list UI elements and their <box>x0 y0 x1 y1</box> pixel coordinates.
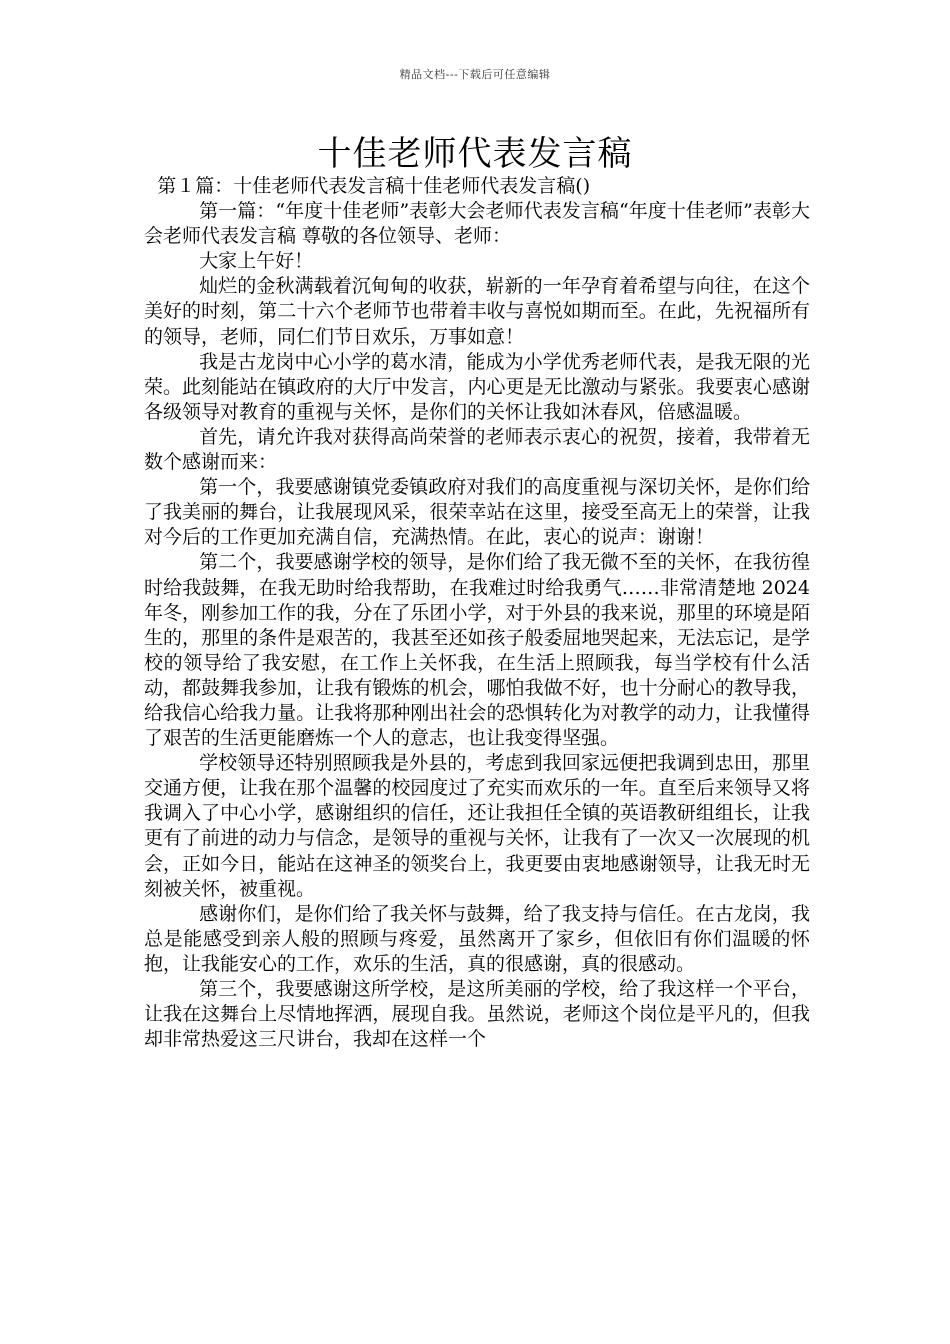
paragraph: 第一篇：“年度十佳老师”表彰大会老师代表发言稿“年度十佳老师”表彰大会老师代表发言稿 尊敬的各位领导、老师： <box>144 200 810 248</box>
paragraph: 大家上午好！ <box>199 250 314 273</box>
paragraph: 灿烂的金秋满载着沉甸甸的收获，崭新的一年孕育着希望与向往，在这个美好的时刻，第二十六个老师节也带着丰收与喜悦如期而至。在此，先祝福所有的领导，老师，同仁们节日欢乐，万事如意！ <box>144 275 810 348</box>
document-body <box>144 174 810 1052</box>
paragraph: 首先，请允许我对获得高尚荣誉的老师表示衷心的祝贺，接着，我带着无数个感谢而来： <box>144 425 810 474</box>
paragraph: 第一个，我要感谢镇党委镇政府对我们的高度重视与深切关怀，是你们给了我美丽的舞台，让我展现风采，很荣幸站在这里，接受至高无上的荣誉，让我对今后的工作更加充满自信，充满热情。在此，衷心的说声：谢谢！ <box>144 476 810 549</box>
section-heading: 第１篇：十佳老师代表发言稿十佳老师代表发言稿() <box>157 175 591 197</box>
paragraph: 我是古龙岗中心小学的葛水清，能成为小学优秀老师代表，是我无限的光荣。此刻能站在镇政府的大厅中发言，内心更是无比激动与紧张。我要衷心感谢各级领导对教育的重视与关怀，是你们的关怀让我如沐春风，倍感温暖。 <box>144 350 810 423</box>
paragraph: 第二个，我要感谢学校的领导，是你们给了我无微不至的关怀，在我彷徨时给我鼓舞，在我无助时给我帮助，在我难过时给我勇气……非常清楚地 2024 年冬，刚参加工作的我，分在了乐团小学，对于外县的我来说，那里的环境是陌生的，那里的条件是艰苦的，我甚至还如孩子般委屈地哭起来，无法忘记，是学校的领导给了我安慰，在工作上关怀我，在生活上照顾我，每当学校有什么活动，都鼓舞我参加，让我有锻炼的机会，哪怕我做不好，也十分耐心的教导我，给我信心给我力量。让我将那种刚出社会的恐惧转化为对教学的动力，让我懂得了艰苦的生活更能磨炼一个人的意志，也让我变得坚强。 <box>144 551 810 750</box>
document-title: 十佳老师代表发言稿 <box>317 134 633 174</box>
paragraph: 感谢你们，是你们给了我关怀与鼓舞，给了我支持与信任。在古龙岗，我总是能感受到亲人般的照顾与疼爱，虽然离开了家乡，但依旧有你们温暖的怀抱，让我能安心的工作，欢乐的生活，真的很感谢，真的很感动。 <box>144 902 810 975</box>
paragraph: 第三个，我要感谢这所学校，是这所美丽的学校，给了我这样一个平台，让我在这舞台上尽情地挥洒，展现自我。虽然说，老师这个岗位是平凡的，但我却非常热爱这三尺讲台，我却在这样一个 <box>144 978 810 1051</box>
paragraph: 学校领导还特别照顾我是外县的，考虑到我回家远便把我调到忠田，那里交通方便，让我在那个温馨的校园度过了充实而欢乐的一年。直至后来领导又将我调入了中心小学，感谢组织的信任，还让我担任全镇的英语教研组组长，让我更有了前进的动力与信念，是领导的重视与关怀，让我有了一次又一次展现的机会，正如今日，能站在这神圣的领奖台上，我更要由衷地感谢领导，让我无时无刻被关怀，被重视。 <box>144 752 810 900</box>
header-note: 精品文档---下载后可任意编辑 <box>399 68 551 81</box>
